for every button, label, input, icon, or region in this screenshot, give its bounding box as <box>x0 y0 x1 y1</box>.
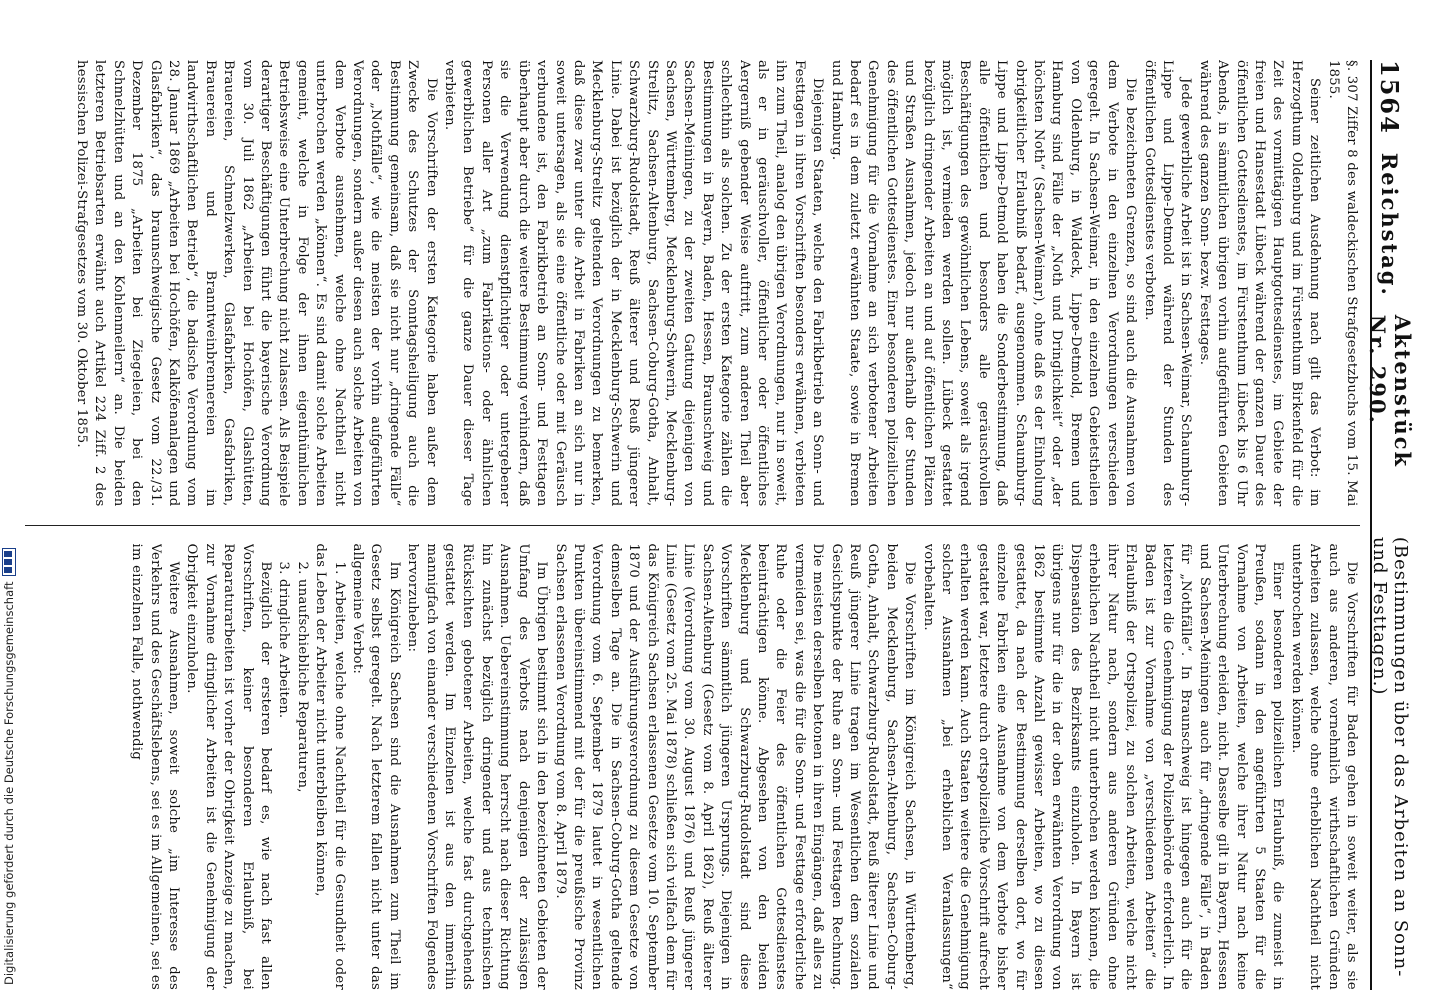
column-divider <box>25 525 1360 526</box>
paragraph: 2. unaufschiebliche Reparaturen, <box>294 561 310 793</box>
right-column <box>25 544 1360 991</box>
header-rule <box>1370 60 1372 990</box>
page-header <box>1365 60 1415 990</box>
paragraph: Die Vorschriften für Baden gehen in soweit weiter, als sie auch aus anderen, vornehmlich wirthschaftlichen Gründen Arbeiten zulassen, welche ohne erheblichen Nachtheil nicht unterbrochen werden können. <box>1288 543 1359 990</box>
paragraph: Die bezeichneten Grenzen, so sind auch die Ausnahmen von dem Verbote in den einzelnen Verordnungen verschieden geregelt. In Sachsen-Weimar, in den einzelnen Gebietstheilen von Oldenburg, in Waldeck, Lippe-Detmold, Bremen und Hamburg sind Fälle der „Noth und Dringlichkeit“ oder „der höchsten Noth“ (Sachsen-Weimar), ohne daß es der Einholung obrigkeitlicher Erlaubniß bedarf, ausgenommen. Schaumburg-Lippe und Lippe-Detmold haben die Sonderbestimmung, daß alle öffentlichen und besonders alle geräuschvollen Beschäftigungen des gewöhnlichen Lebens, soweit als irgend möglich ist, vermieden werden sollen. Lübeck gestattet bezüglich dringender Arbeiten an und auf öffentlichen Plätzen und Straßen Ausnahmen, jedoch nur außerhalb der Stunden des öffentlichen Gottesdienstes. Einer besonderen polizeilichen Genehmigung für die Vornahme an sich verbotener Arbeiten bedarf es in dem zuletzt erwähnten Staate, sowie in Bremen und Hamburg. <box>828 60 1139 507</box>
paragraph: Jede gewerbliche Arbeit ist in Sachsen-Weimar, Schaumburg-Lippe und Lippe-Detmold während der Stunden des öffentlichen Gottesdienstes verboten. <box>1141 60 1194 507</box>
document-number: Aktenstück Nr. 290. <box>1365 314 1415 469</box>
page-number: 1564 <box>1375 60 1405 135</box>
paragraph: §. 307 Ziffer 8 des waldeckischen Strafgesetzbuchs vom 15. Mai 1855. <box>1325 60 1359 507</box>
paragraph: Diejenigen Staaten, welche den Fabrikbetrieb an Sonn- und Festtagen in ihren Vorschriften besonders erwähnen, verbieten ihn zum Theil, analog den übrigen Verordnungen, nur in soweit, als er in geräuschvoller, öffentlicher oder öffentliches Aergerniß gebender Weise auftritt, zum anderen Theil aber schlechthin als solchen. Zu der ersten Kategorie zählen die Bestimmungen in Bayern, Baden, Hessen, Braunschweig und Sachsen-Meiningen, zu der zweiten Gattung diejenigen von Sachsen, Württemberg, Mecklenburg-Schwerin, Mecklenburg-Strelitz, Sachsen-Altenburg, Sachsen-Coburg-Gotha, Anhalt, Schwarzburg-Rudolstadt, Reuß älterer und Reuß jüngerer Linie. Dabei ist bezüglich der in Mecklenburg-Schwerin und Mecklenburg-Strelitz geltenden Verordnungen zu bemerken, daß diese zwar unter die Arbeit in Fabriken an sich nur in soweit untersagen, als sie eine öffentliche oder mit Geräusch verbundene ist, den Fabrikbetrieb an Sonn- und Festtagen überhaupt aber durch die weitere Bestimmung verhindern, daß sie die Verwendung dienstpflichtiger oder untergebener Personen aller Art „zum Fabrikations- oder ähnlichen gewerblichen Betriebe“ für die ganze Dauer dieser Tage verbieten. <box>442 60 826 507</box>
paragraph: Die Vorschriften der ersten Kategorie haben außer dem Zwecke des Schutzes der Sonntagsheiligung auch die Bestimmung gemeinsam, daß sie nicht nur „dringende Fälle“ oder „Nothfälle“, wie die meisten der vorhin aufgeführten Verordnungen, sondern außer diesen auch solche Arbeiten von dem Verbote ausnehmen, welche ohne Nachtheil nicht unterbrochen werden „können“. Es sind damit solche Arbeiten gemeint, welche in Folge der ihnen eigenthümlichen Betriebsweise eine Unterbrechung nicht zulassen. Als Beispiele derartiger Beschäftigungen führt die bayerische Verordnung vom 30. Juli 1862 „Arbeiten bei Hochöfen, Glashütten, Brauereien, Schmelzwerken, Glasfabriken, Gasfabriken, Brauereien und Branntweinbrennereien im landwirthschaftlichen Betrieb“, die badische Verordnung vom 28. Januar 1869 „Arbeiten bei Hochöfen, Kalköfenanlagen und Glasfabriken“, das braunschweigische Gesetz vom 22./31. Dezember 1875 „Arbeiten bei Ziegeleien, bei den Schmelzhütten und an den Kohlenmeilern“ an. Die beiden letzteren Betriebsarten erwähnt auch Artikel 224 Ziff. 2 des hessischen Polizei-Strafgesetzes vom 30. Oktober 1855. <box>73 60 439 507</box>
dfg-logo-icon <box>2 548 16 576</box>
paragraph: 3. dringliche Arbeiten. <box>276 561 292 719</box>
paragraph: Einer besonderen polizeilichen Erlaubniß, die zumeist in Preußen, sodann in den angeführten 5 Staaten für die Vornahme von Arbeiten, welche ihrer Natur nach keine Unterbrechung erleiden, nicht. Dasselbe gilt in Bayern, Hessen und Sachsen-Meiningen auch für „dringende Fälle“, in Baden für „Nothfälle“. In Braunschweig ist hingegen auch für die letzteren die Genehmigung der Polizeibehörde erforderlich. In Baden ist zur Vornahme von „verschiedenen Arbeiten“ die Erlaubniß der Ortspolizei, zu solchen Arbeiten, welche nicht ihrer Natur nach, sondern aus anderen Gründen ohne erheblichen Nachtheil nicht unterbrochen werden können, die Dispensation des Bezirksamts einzuholen. In Bayern ist übrigens nur für die in der oben erwähnten Verordnung von 1862 bestimmte Anzahl gewisser Arbeiten, wo zu diesen gestattet, da nach der Bestimmung derselben dort, wo für einzelne Fabriken eine Ausnahme von dem Verbote bisher gestattet war, letztere durch ortspolizeiliche Vorschrift aufrecht erhalten werden kann. Auch Staaten weitere die Genehmigung solcher Ausnahmen „bei erheblichen Veranlassungen“ vorbehalten. <box>920 543 1286 990</box>
running-title: (Bestimmungen über das Arbeiten an Sonn- und Festtagen.) <box>1369 536 1411 978</box>
paragraph: 1. Arbeiten, welche ohne Nachtheil für die Gesundheit oder das Leben der Arbeiter nicht unterbleiben können, <box>313 543 347 990</box>
paragraph: Weitere Ausnahmen, soweit solche „im Interesse des Verkehrs und des Geschäftslebens, sei es im Allgemeinen, sei es im einzelnen Falle, nothwendig <box>129 543 181 990</box>
left-column <box>25 60 1360 507</box>
digitization-credit <box>2 548 16 985</box>
paragraph: Im Übrigen bestimmt sich in den bezeichneten Gebieten der Umfang des Verbots nach denjenigen der zulässigen Ausnahmen. Uebereinstimmung herrscht nach dieser Richtung hin zunächst bezüglich dringender und aus technischen Rücksichten gebotener Arbeiten, welche fast durchgehends gestattet werden. Im Einzelnen ist aus den immerhin mannigfach von einander verschiedenen Vorschriften Folgendes hervorzuheben: <box>405 543 550 990</box>
paragraph: Im Königreich Sachsen sind die Ausnahmen zum Theil im Gesetz selbst geregelt. Nach letzterem fallen nicht unter das allgemeine Verbot: <box>350 543 402 990</box>
paragraph: Bezüglich der ersteren bedarf es, wie nach fast allen Vorschriften, keiner besonderen Erlaubniß, bei Reparaturarbeiten ist vorher der Obrigkeit Anzeige zu machen, zur Vornahme dringlicher Arbeiten ist die Genehmigung der Obrigkeit einzuholen. <box>184 543 274 990</box>
paragraph: Die Vorschriften im Königreich Sachsen, in Württemberg, beiden Mecklenburg, Sachsen-Altenburg, Sachsen-Coburg-Gotha, Anhalt, Schwarzburg-Rudolstadt, Reuß älterer Linie und Reuß jüngerer Linie tragen im Wesentlichen dem sozialen Gesichtspunkte der Ruhe an Sonn- und Festtagen Rechnung. Die meisten derselben betonen in ihren Eingängen, daß alles zu vermeiden sei, was die für die Sonn- und Festtage erforderliche Ruhe oder die Feier des öffentlichen Gottesdienstes beeinträchtigen könne. Abgesehen von den beiden Mecklenburg und Schwarzburg-Rudolstadt sind diese Vorschriften sämmtlich jüngeren Ursprungs. Diejenigen in Sachsen-Altenburg (Gesetz vom 8. April 1862), Reuß älterer Linie (Verordnung vom 30. August 1876) und Reuß jüngerer Linie (Gesetz vom 25. Mai 1878) schließen sich vielfach dem für das Königreich Sachsen erlassenen Gesetze vom 10. September 1870 und der Ausführungsverordnung zu diesem Gesetze von demselben Tage an. Die in Sachsen-Coburg-Gotha geltende Verordnung vom 6. September 1879 lautet in wesentlichen Punkten übereinstimmend mit der für die preußische Provinz Sachsen erlassenen Verordnung vom 8. April 1879. <box>552 543 918 990</box>
publication-title: Reichstag. <box>1377 152 1403 297</box>
paragraph: Seiner zeitlichen Ausdehnung nach gilt das Verbot: im Herzogthum Oldenburg und im Fürstenthum Birkenfeld für die Zeit des vormittägigen Hauptgottesdienstes, im Gebiete der freien und Hansestadt Lübeck während der ganzen Dauer des öffentlichen Gottesdienstes, im Fürstenthum Lübeck bis 6 Uhr Abends, in sämmtlichen übrigen vorhin aufgeführten Gebieten während des ganzen Sonn- bezw. Festtages. <box>1196 60 1323 507</box>
credit-text: Digitalisierung gefördert durch die Deutsche Forschungsgemeinschaft <box>2 581 16 985</box>
text-columns <box>25 60 1360 990</box>
rotated-page <box>0 40 1415 1000</box>
